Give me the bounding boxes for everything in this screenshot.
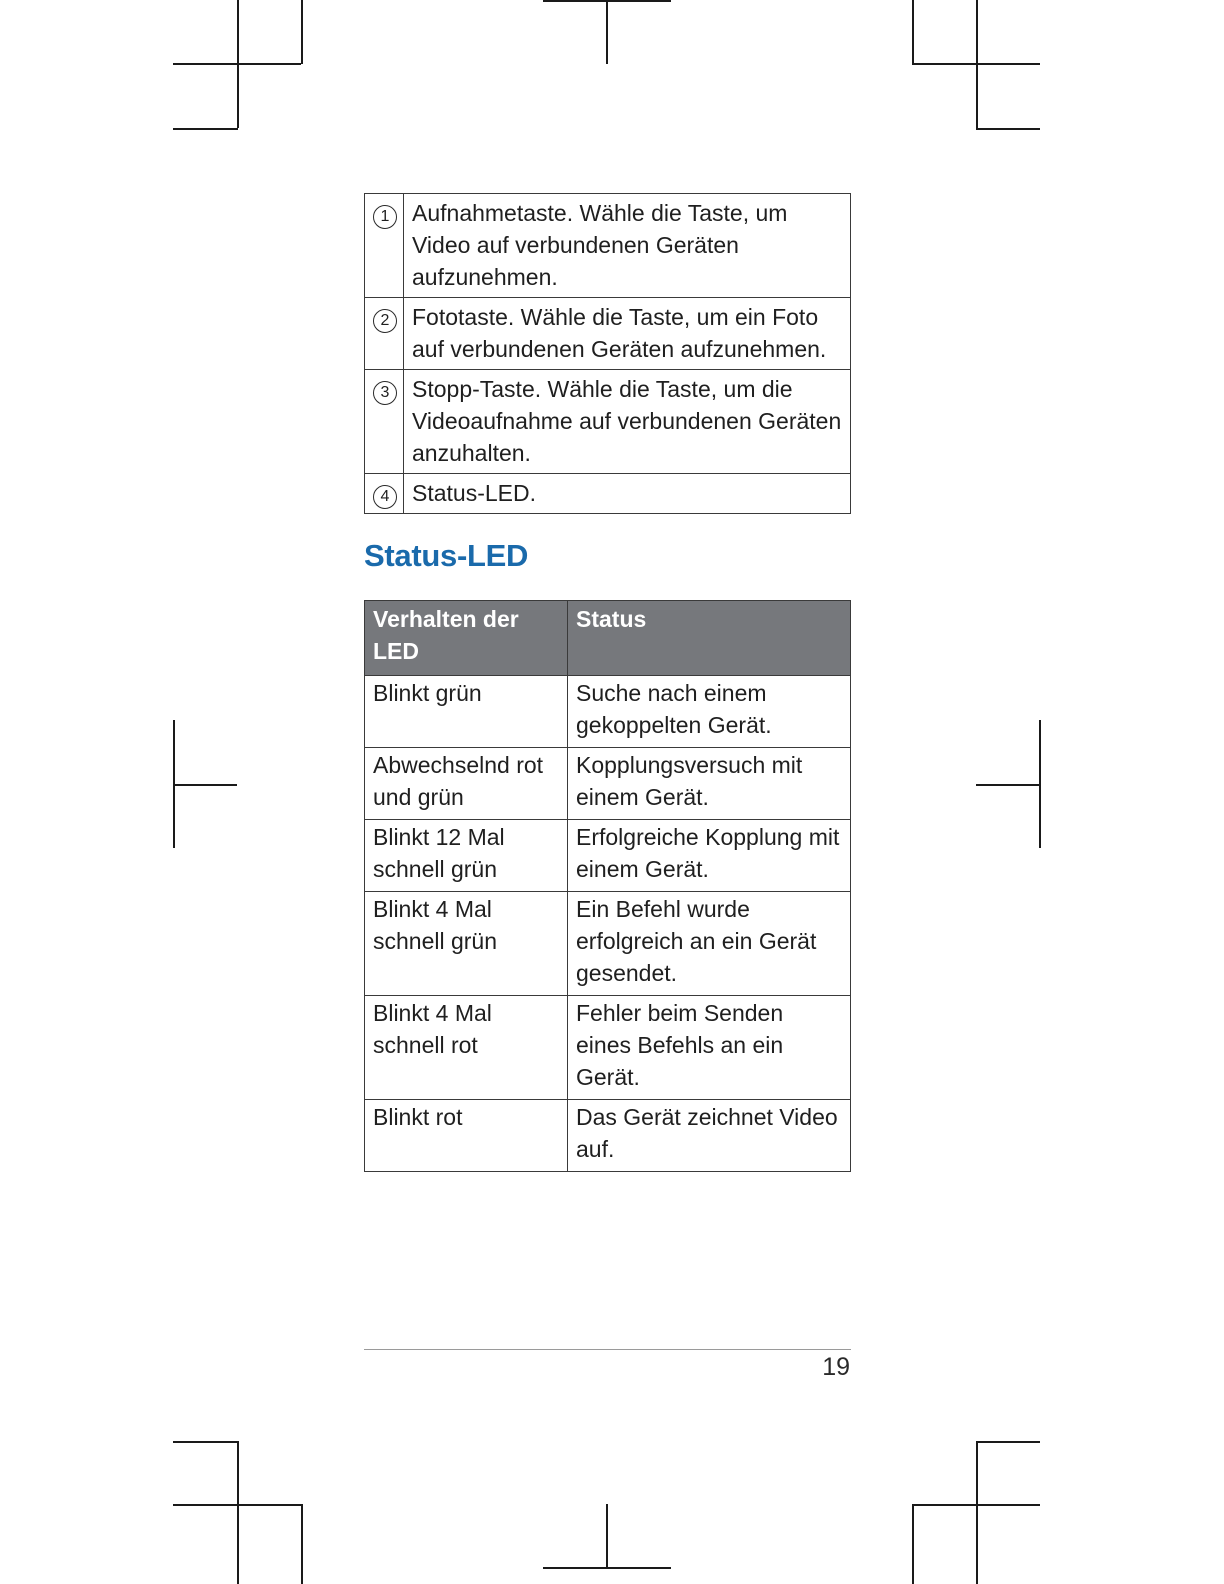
led-status-table [364,600,851,1172]
legend-description: Fototaste. Wähle die Taste, um ein Foto auf verbundenen Geräten aufzunehmen. [404,298,851,370]
crop-mark [543,1567,671,1569]
callout-number-cell [365,194,404,298]
callout-number: 2 [373,309,397,333]
crop-mark [173,1441,238,1443]
column-header: Verhalten der LED [365,601,568,676]
led-status-cell: Erfolgreiche Kopplung mit einem Gerät. [568,820,851,892]
page-number: 19 [822,1353,850,1381]
crop-mark [237,0,239,128]
table-row [365,370,851,474]
led-status-cell: Suche nach einem gekoppelten Gerät. [568,676,851,748]
led-behavior-cell: Abwechselnd rot und grün [365,748,568,820]
callout-number-cell [365,474,404,514]
column-header: Status [568,601,851,676]
table-row [365,1100,851,1172]
crop-mark [237,1441,239,1584]
led-status-cell: Ein Befehl wurde erfolgreich an ein Gerät gesendet. [568,892,851,996]
crop-mark [976,1441,978,1584]
legend-description: Aufnahmetaste. Wähle die Taste, um Video auf verbundenen Geräten aufzunehmen. [404,194,851,298]
table-row [365,748,851,820]
crop-mark [301,0,303,64]
crop-mark [606,1504,608,1568]
led-behavior-cell: Blinkt grün [365,676,568,748]
crop-mark [976,0,978,128]
callout-number: 4 [373,485,397,509]
led-status-cell: Das Gerät zeichnet Video auf. [568,1100,851,1172]
table-row [365,298,851,370]
crop-mark [606,0,608,64]
callout-number-cell [365,370,404,474]
section-title: Status-LED [364,538,529,573]
led-status-cell: Kopplungsversuch mit einem Gerät. [568,748,851,820]
crop-mark [301,1504,303,1584]
led-behavior-cell: Blinkt 4 Mal schnell rot [365,996,568,1100]
crop-mark [173,784,237,786]
callout-number-cell [365,298,404,370]
callout-number: 1 [373,205,397,229]
crop-mark [912,1504,914,1584]
table-row [365,996,851,1100]
button-legend-table [364,193,851,514]
callout-number: 3 [373,381,397,405]
led-status-cell: Fehler beim Senden eines Befehls an ein Gerät. [568,996,851,1100]
crop-mark [976,1441,1040,1443]
footer-rule [364,1349,851,1350]
table-header-row [365,601,851,676]
legend-description: Status-LED. [404,474,851,514]
table-row [365,676,851,748]
crop-mark [912,1504,1040,1506]
crop-mark [173,1504,301,1506]
crop-mark [912,0,914,64]
table-row [365,892,851,996]
table-row [365,194,851,298]
table-row [365,820,851,892]
crop-mark [976,128,1040,130]
table-row [365,474,851,514]
led-behavior-cell: Blinkt 12 Mal schnell grün [365,820,568,892]
crop-mark [976,784,1040,786]
legend-description: Stopp-Taste. Wähle die Taste, um die Videoaufnahme auf verbundenen Geräten anzuhalten. [404,370,851,474]
led-behavior-cell: Blinkt rot [365,1100,568,1172]
crop-mark [173,128,238,130]
led-behavior-cell: Blinkt 4 Mal schnell grün [365,892,568,996]
